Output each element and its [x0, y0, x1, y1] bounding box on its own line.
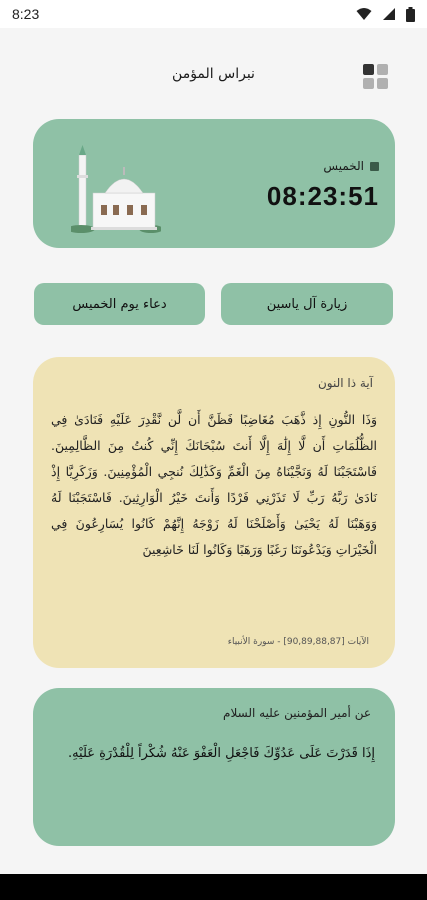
hadith-title: عن أمير المؤمنين عليه السلام	[223, 706, 371, 720]
clock-time: 08:23:51	[266, 181, 379, 211]
hadith-text: إِذَا قَدَرْتَ عَلَى عَدُوِّكَ فَاجْعَلِ الْعَفْوَ عَنْهُ شُكْراً لِلْقُدْرَةِ عَلَيْهِ.	[67, 746, 375, 761]
day-row	[323, 159, 379, 173]
status-icons	[356, 7, 415, 22]
app-bar	[0, 48, 427, 104]
grid-cell	[363, 78, 374, 89]
calendar-icon	[370, 162, 379, 171]
mosque-illustration	[71, 145, 161, 235]
verse-reference: الآيات [90,89,88,87] - سورة الأنبياء	[227, 637, 369, 647]
clock-card	[33, 119, 395, 248]
battery-icon	[406, 7, 415, 22]
status-bar	[0, 0, 427, 28]
signal-icon	[382, 7, 396, 21]
wifi-icon	[356, 7, 372, 21]
status-time: 8:23	[12, 6, 40, 22]
app-title: نبراس المؤمن	[172, 66, 255, 82]
verse-title: آية ذا النون	[317, 376, 373, 390]
verse-card	[33, 357, 395, 668]
verse-text: وَذَا النُّونِ إِذ ذَّهَبَ مُغَاضِبًا فَظَنَّ أَن لَّن نَّقْدِرَ عَلَيْهِ فَنَادَىٰ فِي الظُّلُمَاتِ أَن لَّا إِلَٰهَ إِلَّا أَنتَ سُبْحَانَكَ إِنِّي كُنتُ مِنَ الظَّالِمِينَ. فَاسْتَجَبْنَا لَهُ وَنَجَّيْنَاهُ مِنَ الْغَمِّ وَكَذَٰلِكَ نُنجِي الْمُؤْمِنِينَ. وَزَكَرِيَّا إِذْ نَادَىٰ رَبَّهُ رَبِّ لَا تَذَرْنِي فَرْدًا وَأَنتَ خَيْرُ الْوَارِثِينَ. فَاسْتَجَبْنَا لَهُ وَوَهَبْنَا لَهُ يَحْيَىٰ وَأَصْلَحْنَا لَهُ زَوْجَهُ إِنَّهُمْ كَانُوا يُسَارِعُونَ فِي الْخَيْرَاتِ وَيَدْعُونَنَا رَغَبًا وَرَهَبًا وَكَانُوا لَنَا خَاشِعِينَ	[51, 412, 377, 557]
grid-menu-icon[interactable]	[363, 64, 389, 90]
grid-cell	[377, 64, 388, 75]
grid-cell	[377, 78, 388, 89]
grid-cell	[363, 64, 374, 75]
navigation-bar	[0, 874, 427, 900]
day-label: الخميس	[323, 159, 364, 173]
ziyarat-al-yasin-button[interactable]: زيارة آل ياسين	[221, 283, 393, 325]
dua-thursday-button[interactable]: دعاء يوم الخميس	[34, 283, 205, 325]
hadith-card	[33, 688, 395, 846]
